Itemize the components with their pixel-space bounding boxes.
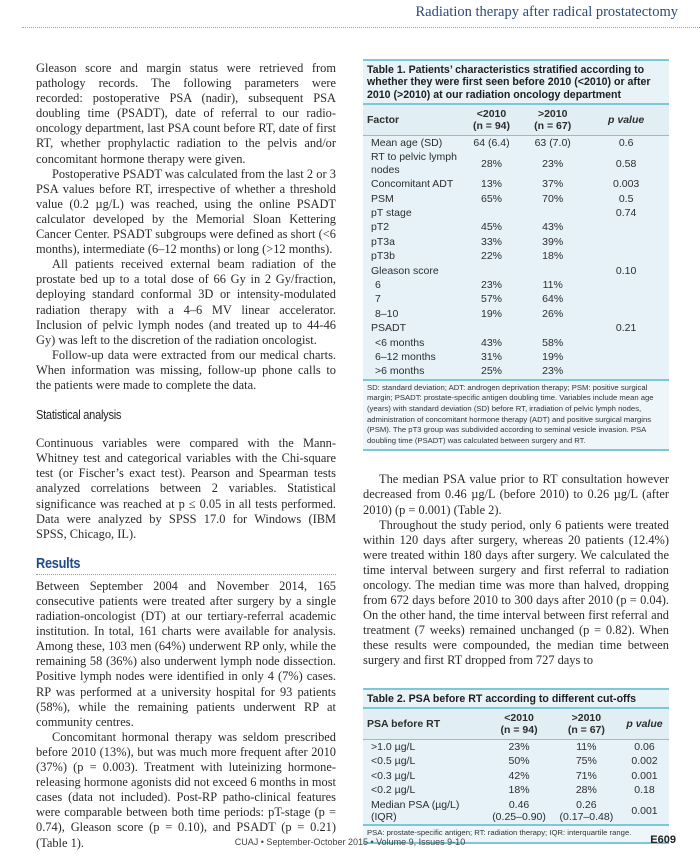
table-row: 6–12 months 31% 19% [375, 350, 564, 363]
table-row: pT3a 33% 39% [371, 235, 564, 248]
table-row: PSADT 0.21 [371, 322, 637, 335]
running-title: Radiation therapy after radical prostatectomy [415, 4, 678, 20]
table-row: <6 months 43% 58% [375, 336, 564, 349]
table-row: >6 months 25% 23% [375, 365, 564, 378]
section-divider [36, 574, 336, 575]
table-row: pT2 45% 43% [371, 221, 564, 234]
table-row: 8–10 19% 26% [375, 307, 564, 320]
table-1-footnote: SD: standard deviation; ADT: androgen deprivation therapy; PSM: positive surgical margin; PSADT: prostate-specific antigen doubling time. Variables include mean age (years) with standard deviation (SD) before RT, irradiation of pelvic lymph nodes, administration of concomitant hormone therapy (ADT) and positive surgical margins (PSM). The pT3 group was subdivided according to seminal vesicle invasion. PSA doubling time (PSADT) was calculated between surgery and RT. [363, 379, 669, 452]
page-number: E609 [650, 834, 676, 846]
header-factor: Factor [367, 113, 400, 126]
table-row: Mean age (SD) 64 (6.4) 63 (7.0) 0.6 [371, 136, 634, 149]
header-before-2010: <2010 (n = 94) [472, 107, 511, 132]
left-column [36, 61, 336, 851]
section-heading-results: Results [36, 554, 81, 572]
table-1 [363, 59, 669, 451]
right-column [363, 59, 669, 844]
table-row: <0.2 µg/L 18% 28% 0.18 [371, 784, 655, 797]
table-row: RT to pelvic lymph nodes 28% 23% 0.58 [371, 151, 637, 176]
table-row: >1.0 µg/L 23% 11% 0.06 [371, 740, 655, 753]
table-row: Concomitant ADT 13% 37% 0.003 [371, 178, 640, 191]
paragraph: All patients received external beam radiation of the prostate bed up to a total dose of 66 Gy in 2 Gy/fraction, deploying standard conformal 3D or intensity-modulated radiation therapy with a 4–6 MV linear accelerator. Inclusion of pelvic lymph nodes (and treated up to 44-46 Gy) was left to the discretion of the radiation oncologist. [36, 257, 336, 347]
paragraph: Gleason score and margin status were retrieved from pathology records. The following parameters were recorded: postoperative PSA (nadir), subsequent PSA doubling time (PSADT), date of referral to our radio-oncology department, last PSA count before RT, date of first RT, whether prophylactic radiation to the pelvis and/or concomitant hormone therapy were given. [36, 61, 336, 166]
table-header-row [363, 105, 669, 136]
header-p-value: p value [626, 717, 663, 730]
right-column-text [363, 472, 669, 668]
subsection-heading-statistical-analysis: Statistical analysis [36, 407, 122, 423]
table-row: Gleason score 0.10 [371, 264, 637, 277]
table-2 [363, 688, 669, 844]
paragraph: Continuous variables were compared with the Mann-Whitney test and categorical variables with the Chi-square test (or Fischer’s exact test). Pearson and Spearman tests analyzed correlations between 2 variables. Statistical significance was reached at p ≤ 0.05 in all tests performed. Data were analyzed by SPSS 17.0 for Windows (IBM SPSS, Chicago, IL). [36, 436, 336, 541]
header-before-2010: <2010 (n = 94) [500, 711, 538, 736]
paragraph: Concomitant hormonal therapy was seldom prescribed before 2010 (13%), but was much more frequent after 2010 (37%) (p = 0.003). Treatment with luteinizing hormone-releasing hormone agonists did not exceed 6 months in most cases (data not included). Post-RP patho-clinical features were comparable between both time periods: pT-stage (p = 0.74), Gleason score (p = 0.10), and PSADT (p = 0.21) (Table 1). [36, 729, 336, 850]
table-header-row [363, 709, 669, 740]
header-after-2010: >2010 (n = 67) [567, 711, 605, 736]
header-after-2010: >2010 (n = 67) [534, 107, 572, 132]
paragraph: Follow-up data were extracted from our medical charts. When information was missing, follow-up phone calls to the patients were made to complete the data. [36, 347, 336, 392]
table-1-grid [363, 105, 669, 379]
table-row: pT stage 0.74 [371, 206, 637, 219]
table-row: 6 23% 11% [375, 278, 563, 291]
header-divider [22, 27, 700, 28]
paragraph: Between September 2004 and November 2014, 165 consecutive patients were treated after surgery by a single radiation-oncologist (DT) at our tertiary-referral academic institution. In total, 161 charts were available for analysis. Among these, 103 men (64%) underwent RP only, while the remaining 58 (36%) also underwent lymph node dissection. Positive lymph nodes were identified in only 4 (7%) cases. RP was performed at a university hospital for 93 patients (58%), while the remaining patients underwent RP at community centres. [36, 578, 336, 729]
footer-citation: CUAJ • September-October 2015 • Volume 9, Issues 9-10 [234, 837, 466, 847]
table-1-title: Table 1. Patients’ characteristics stratified according to whether they were first seen before 2010 (<2010) or after 2010 (>2010) at our radiation oncology department [363, 59, 669, 105]
paragraph: Postoperative PSADT was calculated from the last 2 or 3 PSA values before RT, irrespective of whether a threshold value (0.2 µg/L) was reached, using the online PSADT calculator developed by the Memorial Sloan Kettering Cancer Center. PSADT subgroups were defined as short (<6 months), intermediate (6–12 months) or long (>12 months). [36, 166, 336, 257]
table-row: <0.5 µg/L 50% 75% 0.002 [371, 755, 658, 768]
paragraph: The median PSA value prior to RT consultation however decreased from 0.46 µg/L (before 2010) to 0.26 µg/L (after 2010) (p = 0.001) (Table 2). [363, 472, 669, 517]
table-2-footnote: PSA: prostate-specific antigen; RT: radiation therapy; IQR: interquartile range. [363, 824, 669, 844]
table-row: 7 57% 64% [375, 293, 564, 306]
header-psa-before-rt: PSA before RT [367, 717, 441, 730]
table-2-title: Table 2. PSA before RT according to different cut-offs [363, 688, 669, 709]
table-row: pT3b 22% 18% [371, 250, 564, 263]
paragraph: Throughout the study period, only 6 patients were treated within 120 days after surgery, whereas 20 patients (12.4%) were treated within 180 days after surgery. We calculated the time interval between surgery and first referral to radiation oncology. The median time was more than halved, dropping from 672 days before 2010 to 300 days after 2010 (p = 0.04). On the other hand, the time interval between first referral and treatment (7 weeks) remained unchanged (p = 0.82). When these results were compounded, the median time between surgery and first RT dropped from 727 days to [363, 517, 669, 668]
table-row: <0.3 µg/L 42% 71% 0.001 [371, 769, 658, 782]
header-p-value: p value [608, 113, 645, 126]
table-row: PSM 65% 70% 0.5 [371, 192, 634, 205]
table-row: Median PSA (µg/L) (IQR) 0.46 (0.25–0.90) 0.26 (0.17–0.48) 0.001 [371, 798, 658, 823]
table-2-grid [363, 709, 669, 824]
